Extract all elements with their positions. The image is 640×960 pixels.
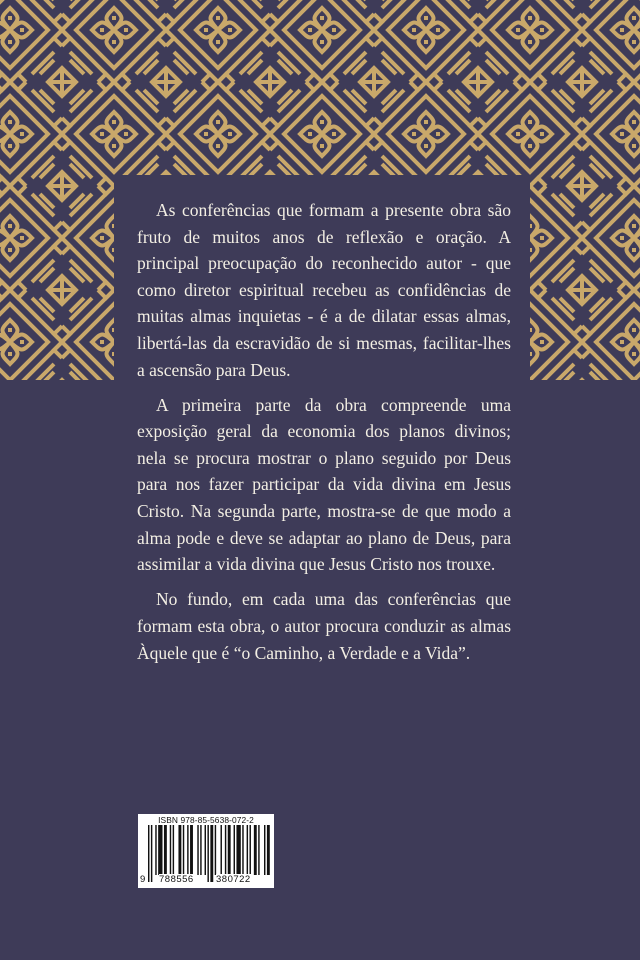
paragraph-1: As conferências que formam a presente obra são fruto de muitos anos de reflexão e oração. A principal preocupação do reconhecido autor - que como diretor espiritual recebeu as confidências de muitas almas inquietas - é a de dilatar essas almas, libertá-las da escravidão de si mesmas, facilitar-lhes a ascensão para Deus.	[137, 200, 511, 380]
barcode-bar	[151, 825, 152, 882]
isbn-label: ISBN 978-85-5638-072-2	[158, 815, 254, 825]
barcode-bar	[205, 825, 206, 875]
barcode-bar	[234, 825, 235, 875]
barcode-bar	[197, 825, 198, 875]
barcode-bar	[200, 825, 201, 875]
barcode-bar	[158, 825, 162, 875]
barcode-bar	[170, 825, 171, 875]
barcode-bar	[210, 825, 213, 882]
barcode-bar	[247, 825, 248, 875]
barcode-bar	[250, 825, 251, 875]
paragraph-3: No fundo, em cada uma das conferências que formam esta obra, o autor procura conduzir as almas Àquele que é “o Caminho, a Verdade e a Vida”.	[137, 589, 511, 663]
barcode-digits-right: 380722	[216, 874, 251, 885]
barcode-bar	[242, 825, 243, 875]
barcode-bar	[264, 825, 265, 875]
barcode-bar	[267, 825, 270, 875]
barcode-bar	[148, 825, 149, 882]
barcode-bar	[225, 825, 226, 875]
barcode-bar	[215, 825, 216, 875]
barcode-bar	[207, 825, 208, 882]
barcode-bar	[164, 825, 167, 875]
isbn-barcode	[138, 814, 274, 888]
paragraph-2: A primeira parte da obra compreende uma exposição geral da economia dos planos divinos; nela se procura mostrar o plano seguido por Deus para nos fazer participar da vida divina em Jesus Cristo. Na segunda parte, mostra-se de que modo a alma pode e deve se adaptar ao plano de Deus, para assimilar a vida divina que Jesus Cristo nos trouxe.	[137, 394, 511, 575]
barcode-bar	[173, 825, 174, 875]
barcode-bar	[228, 825, 231, 875]
barcode-bar	[155, 825, 156, 875]
barcode-bar	[178, 825, 181, 875]
barcode-bar	[190, 825, 193, 875]
barcode-bar	[221, 825, 222, 875]
barcode-bar	[236, 825, 240, 875]
barcode-bar	[183, 825, 184, 875]
barcode-bar	[258, 825, 259, 875]
barcode-bar	[187, 825, 188, 875]
barcode-digit-first: 9	[140, 874, 146, 885]
back-cover-text	[137, 197, 511, 675]
barcode-digits-left: 788556	[159, 874, 194, 885]
barcode-bar	[254, 825, 257, 875]
